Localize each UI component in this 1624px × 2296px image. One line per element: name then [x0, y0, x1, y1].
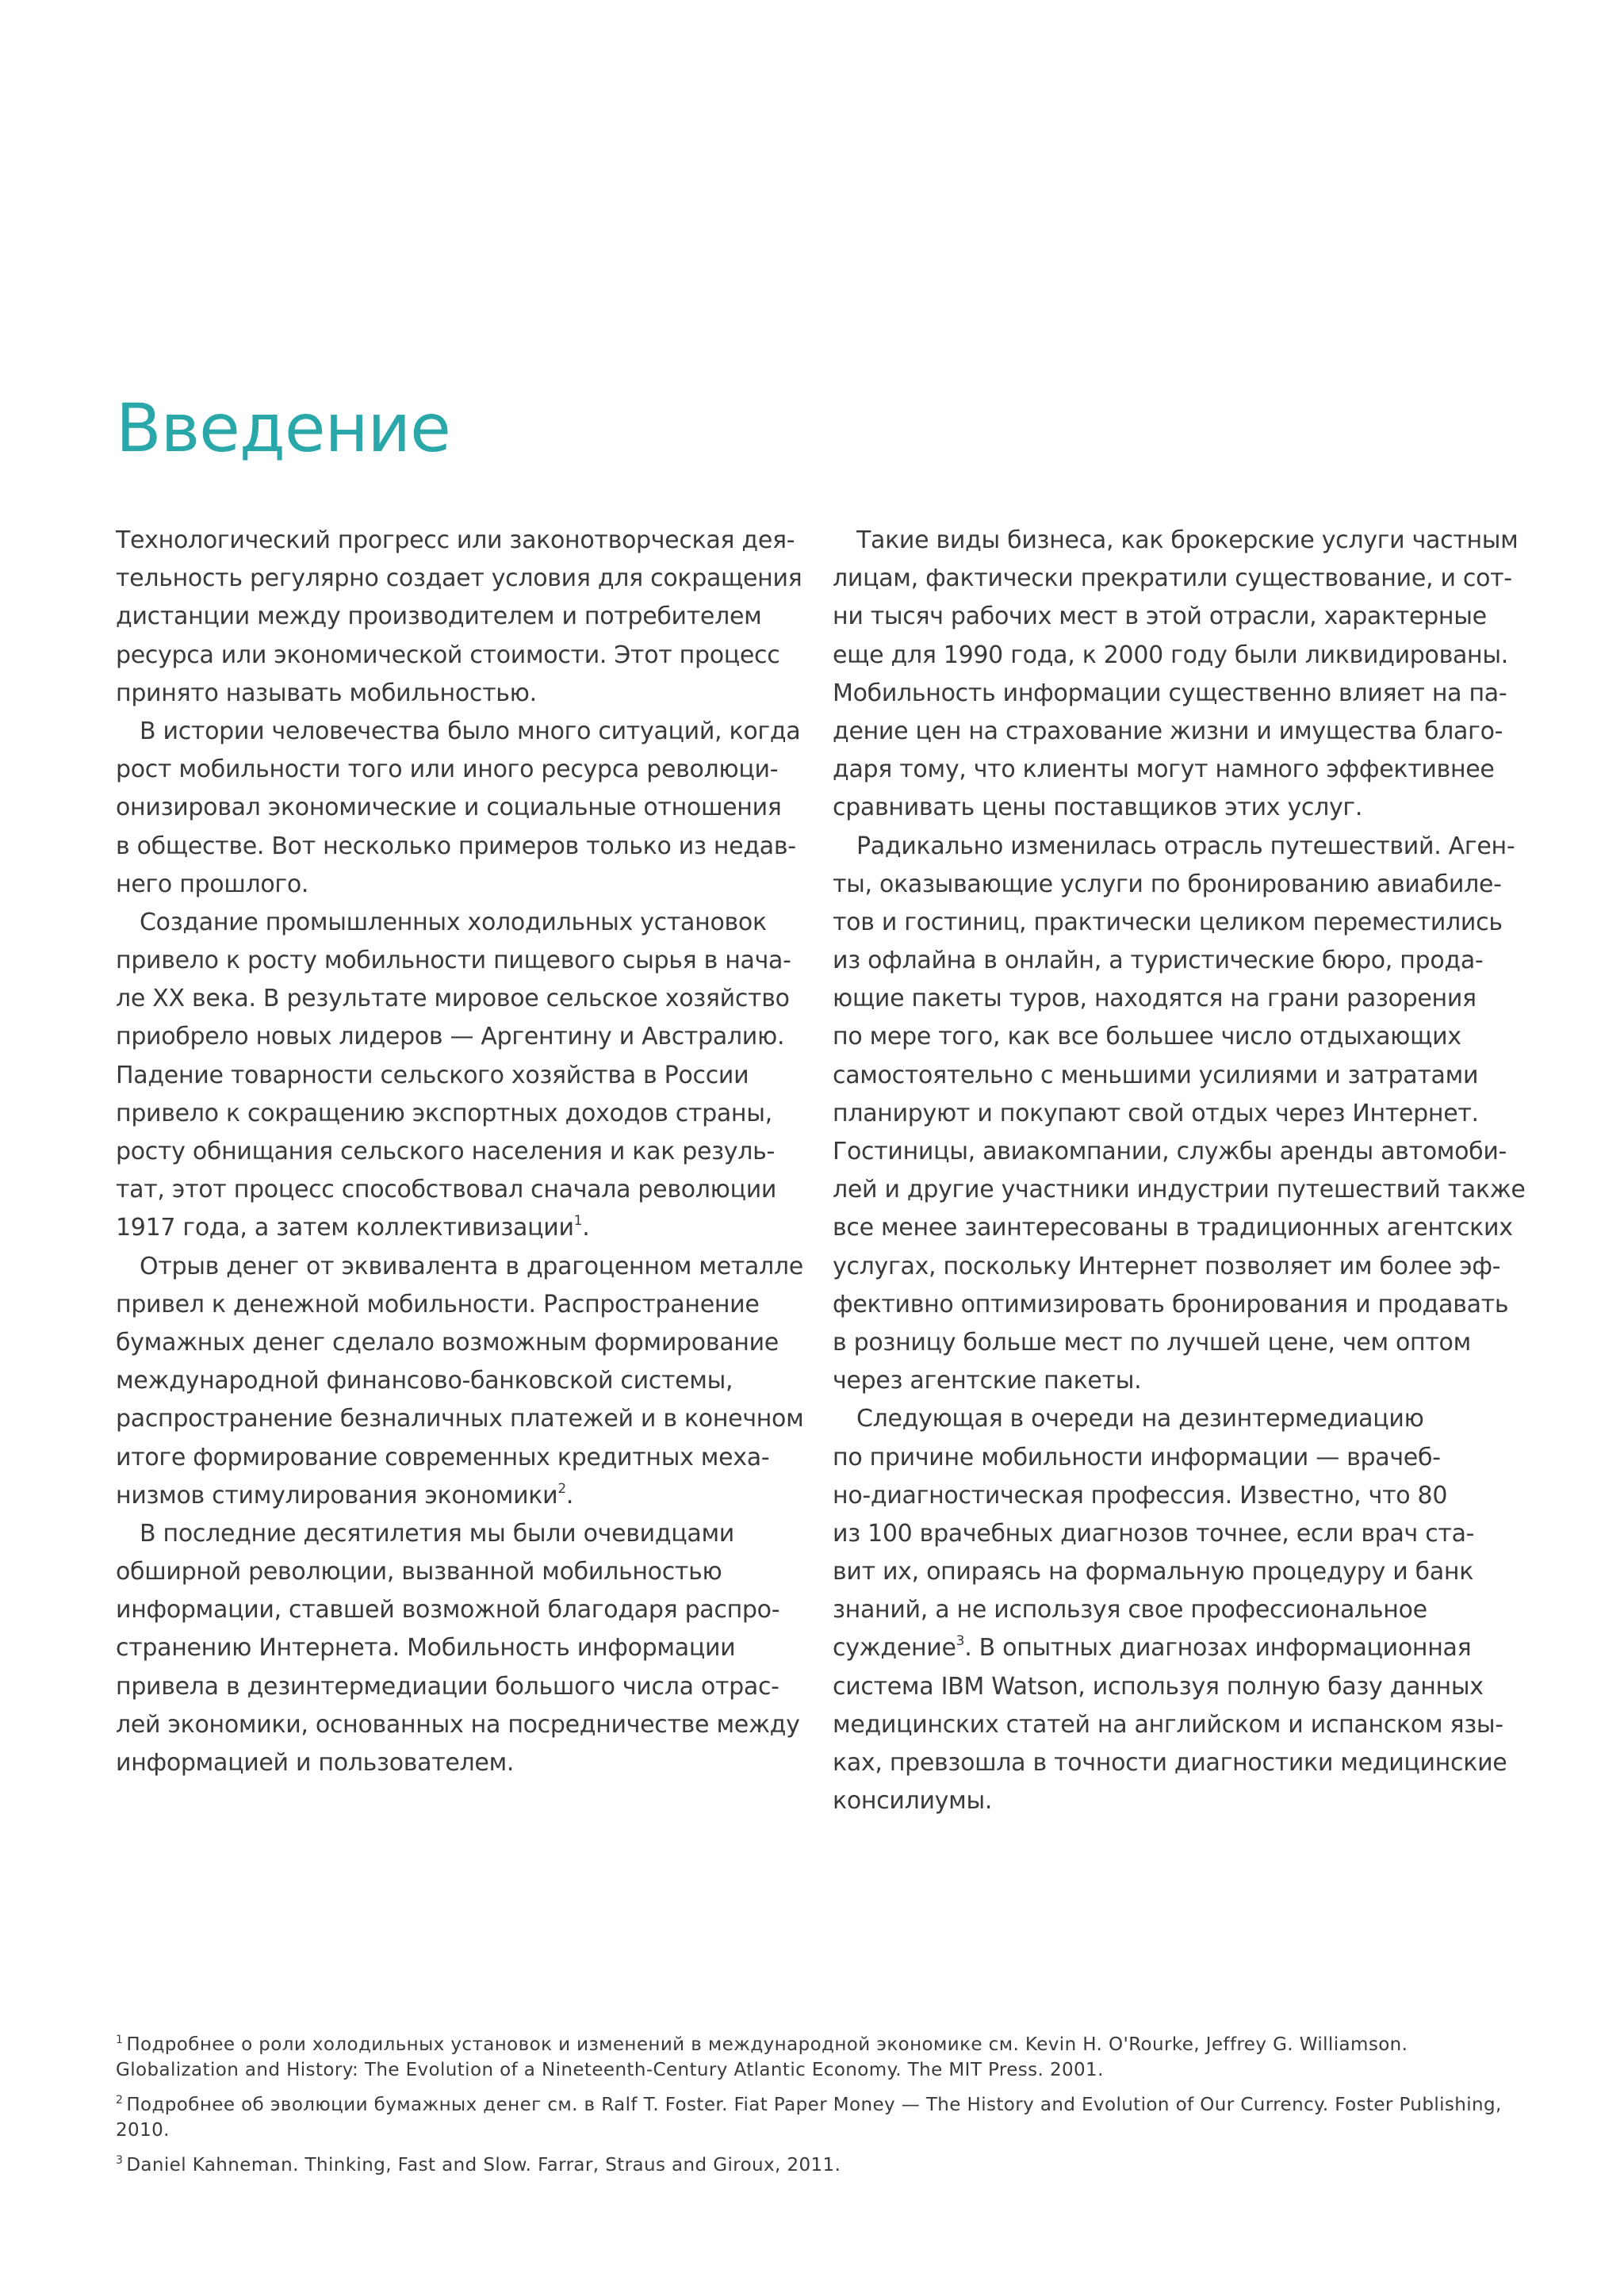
text-line [833, 1171, 1526, 1209]
line-text-after-marker: . [582, 1214, 590, 1242]
text-line [116, 1209, 799, 1247]
line-text: Отрыв денег от эквивалента в драгоценном металле [140, 1252, 803, 1280]
line-text: медицинских статей на английском и испанском язы- [833, 1710, 1503, 1739]
text-line [833, 560, 1515, 598]
line-text: распространение безналичных платежей и в конечном [116, 1405, 804, 1433]
text-line [833, 1400, 1515, 1438]
text-line [116, 980, 799, 1018]
text-line [116, 1018, 799, 1056]
text-line [833, 1477, 1515, 1515]
text-line [116, 675, 799, 713]
text-line [833, 1515, 1515, 1553]
text-line [116, 1133, 799, 1171]
text-line [116, 1668, 799, 1706]
text-line [833, 637, 1515, 675]
text-line [116, 942, 799, 980]
footnote-text: Daniel Kahneman. Thinking, Fast and Slow. Farrar, Straus and Giroux, 2011. [126, 2155, 841, 2175]
line-text: международной финансово-банковской системы, [116, 1367, 733, 1395]
text-line [116, 1286, 799, 1324]
text-line [116, 1057, 799, 1095]
text-line [833, 522, 1519, 560]
line-text: В последние десятилетия мы были очевидцами [140, 1519, 734, 1548]
line-text: Технологический прогресс или законотворческая дея- [116, 526, 795, 554]
line-text: рост мобильности того или иного ресурса революци- [116, 756, 779, 784]
text-line [833, 1439, 1515, 1477]
text-line [833, 980, 1515, 1018]
line-text: бумажных денег сделало возможным формирование [116, 1328, 779, 1357]
footnote [116, 2032, 1519, 2083]
footnote-number: 1 [116, 2034, 124, 2046]
footnote-marker: 1 [573, 1213, 583, 1230]
line-text: привело к росту мобильности пищевого сырья в нача- [116, 947, 791, 975]
footnote-number: 2 [116, 2094, 124, 2107]
line-text: по причине мобильности информации — врачеб- [833, 1443, 1441, 1471]
line-text: обширной революции, вызванной мобильностью [116, 1558, 722, 1586]
footnote-text: Подробнее о роли холодильных установок и изменений в международной экономике см. Kevin H. O'Rourke, Jeffrey G. Williamson. Globalization and History: The Evolution of a Nineteenth-Century Atlantic Economy. The MIT Press. 2001. [116, 2034, 1408, 2080]
text-line [833, 789, 1515, 827]
line-text: фективно оптимизировать бронирования и продавать [833, 1290, 1509, 1318]
text-line [116, 1095, 799, 1133]
text-line [833, 1057, 1515, 1095]
text-line [833, 1591, 1515, 1629]
line-text: лей экономики, основанных на посредничестве между [116, 1710, 800, 1739]
text-line [116, 1400, 804, 1438]
line-text: тат, этот процесс способствовал сначала революции [116, 1176, 777, 1204]
line-text: самостоятельно с меньшими усилиями и затратами [833, 1061, 1479, 1089]
text-line [116, 1439, 799, 1477]
text-line [116, 789, 799, 827]
text-line [116, 598, 799, 636]
line-text: тов и гостиниц, практически целиком переместились [833, 908, 1503, 936]
text-line [833, 1362, 1515, 1400]
line-text: Гостиницы, авиакомпании, службы аренды автомоби- [833, 1138, 1507, 1165]
line-text: по мере того, как все большее число отдыхающих [833, 1023, 1461, 1051]
text-line [833, 1209, 1515, 1247]
text-line [833, 1286, 1515, 1324]
line-text: В истории человечества было много ситуаций, когда [140, 717, 801, 745]
line-text: него прошлого. [116, 870, 309, 898]
footnote-number: 3 [116, 2154, 124, 2167]
text-line [116, 1706, 799, 1744]
text-line [116, 1477, 799, 1515]
line-text: ющие пакеты туров, находятся на грани разорения [833, 985, 1477, 1013]
left-column [116, 522, 804, 1782]
right-column [833, 522, 1526, 1820]
line-text: ты, оказывающие услуги по бронированию авиабиле- [833, 870, 1502, 898]
line-text: ни тысяч рабочих мест в этой отрасли, характерные [833, 603, 1487, 631]
text-line [116, 751, 799, 789]
line-text: сравнивать цены поставщиков этих услуг. [833, 794, 1363, 822]
footnote [116, 2152, 1519, 2178]
text-line [833, 1018, 1515, 1056]
line-text: лицам, фактически прекратили существование, и сот- [833, 564, 1512, 593]
line-text: система IBM Watson, используя полную базу данных [833, 1672, 1484, 1701]
line-text: Мобильность информации существенно влияет на па- [833, 679, 1507, 707]
text-line [833, 713, 1515, 751]
text-line [833, 1744, 1515, 1782]
line-text: странению Интернета. Мобильность информации [116, 1634, 736, 1663]
line-text: росту обнищания сельского населения и как резуль- [116, 1138, 776, 1165]
line-text: из 100 врачебных диагнозов точнее, если врач ста- [833, 1519, 1475, 1548]
text-line [833, 828, 1515, 866]
line-text: знаний, а не используя свое профессиональное [833, 1596, 1427, 1624]
line-text: привела в дезинтермедиации большого числа отрас- [116, 1672, 779, 1701]
footnotes [116, 2032, 1519, 2187]
line-text: приобрело новых лидеров — Аргентину и Австралию. [116, 1023, 785, 1051]
text-line [833, 751, 1515, 789]
text-line [833, 904, 1515, 942]
text-line [833, 1668, 1515, 1706]
text-line [116, 637, 799, 675]
text-line [833, 1629, 1515, 1667]
line-text: 1917 года, а затем коллективизации [116, 1214, 574, 1242]
text-line [116, 1248, 803, 1286]
text-line [116, 522, 799, 560]
line-text: в розницу больше мест по лучшей цене, чем оптом [833, 1328, 1471, 1357]
line-text-after-marker: . [565, 1481, 574, 1510]
line-text: консилиумы. [833, 1787, 993, 1816]
text-line [116, 1362, 799, 1400]
line-text: привел к денежной мобильности. Распространение [116, 1290, 760, 1318]
text-line [833, 1553, 1515, 1591]
line-text: информацией и пользователем. [116, 1749, 515, 1777]
page-title: Введение [116, 389, 450, 467]
text-line [116, 1553, 799, 1591]
line-text: через агентские пакеты. [833, 1367, 1142, 1395]
line-text: Радикально изменилась отрасль путешествий. Аген- [856, 832, 1515, 860]
text-line [116, 1744, 799, 1782]
footnote [116, 2092, 1519, 2143]
line-text: все менее заинтересованы в традиционных агентских [833, 1214, 1513, 1242]
line-text: дистанции между производителем и потребителем [116, 603, 762, 631]
line-text: в обществе. Вот несколько примеров только из недав- [116, 832, 796, 860]
line-text: итоге формирование современных кредитных меха- [116, 1443, 770, 1471]
text-line [116, 713, 799, 751]
line-text: привело к сокращению экспортных доходов страны, [116, 1099, 772, 1127]
line-text: лей и другие участники индустрии путешествий также [833, 1176, 1526, 1204]
line-text: ках, превзошла в точности диагностики медицинские [833, 1749, 1507, 1777]
text-line [833, 598, 1515, 636]
text-line [833, 1095, 1515, 1133]
text-line [833, 1248, 1515, 1286]
footnote-marker: 2 [557, 1480, 566, 1497]
line-text: услугах, поскольку Интернет позволяет им более эф- [833, 1252, 1501, 1280]
text-line [833, 942, 1515, 980]
line-text: Следующая в очереди на дезинтермедиацию [856, 1405, 1424, 1433]
line-text: онизировал экономические и социальные отношения [116, 794, 782, 822]
text-line [116, 1171, 799, 1209]
text-line [833, 1706, 1515, 1744]
line-text: принято называть мобильностью. [116, 679, 537, 707]
text-line [116, 560, 802, 598]
footnote-text: Подробнее об эволюции бумажных денег см. в Ralf T. Foster. Fiat Paper Money — The History and Evolution of Our Currency. Foster Publishing, 2010. [116, 2095, 1502, 2141]
line-text: ресурса или экономической стоимости. Этот процесс [116, 641, 780, 669]
line-text: из офлайна в онлайн, а туристические бюро, прода- [833, 947, 1484, 975]
text-line [833, 1324, 1515, 1362]
text-line [833, 675, 1515, 713]
text-line [116, 828, 799, 866]
text-line [116, 1629, 799, 1667]
line-text: ле XX века. В результате мировое сельское хозяйство [116, 985, 790, 1013]
line-text: тельность регулярно создает условия для сокращения [116, 564, 802, 593]
line-text: информации, ставшей возможной благодаря распро- [116, 1596, 780, 1624]
text-line [833, 866, 1515, 904]
footnote-marker: 3 [956, 1633, 965, 1650]
text-line [833, 1782, 1515, 1820]
text-line [116, 1515, 799, 1553]
line-text: суждение [833, 1634, 956, 1663]
line-text: Такие виды бизнеса, как брокерские услуги частным [856, 526, 1519, 554]
line-text-after-marker: . В опытных диагнозах информационная [964, 1634, 1472, 1663]
line-text: Падение товарности сельского хозяйства в России [116, 1061, 749, 1089]
line-text: дение цен на страхование жизни и имущества благо- [833, 717, 1503, 745]
text-line [833, 1133, 1515, 1171]
text-line [116, 866, 799, 904]
line-text: планируют и покупают свой отдых через Интернет. [833, 1099, 1479, 1127]
line-text: но-диагностическая профессия. Известно, что 80 [833, 1481, 1448, 1510]
line-text: Создание промышленных холодильных установок [140, 908, 767, 936]
text-line [116, 1591, 799, 1629]
line-text: вит их, опираясь на формальную процедуру и банк [833, 1558, 1474, 1586]
line-text: низмов стимулирования экономики [116, 1481, 558, 1510]
line-text: даря тому, что клиенты могут намного эффективнее [833, 756, 1495, 784]
text-line [116, 1324, 799, 1362]
text-line [116, 904, 799, 942]
line-text: еще для 1990 года, к 2000 году были ликвидированы. [833, 641, 1508, 669]
